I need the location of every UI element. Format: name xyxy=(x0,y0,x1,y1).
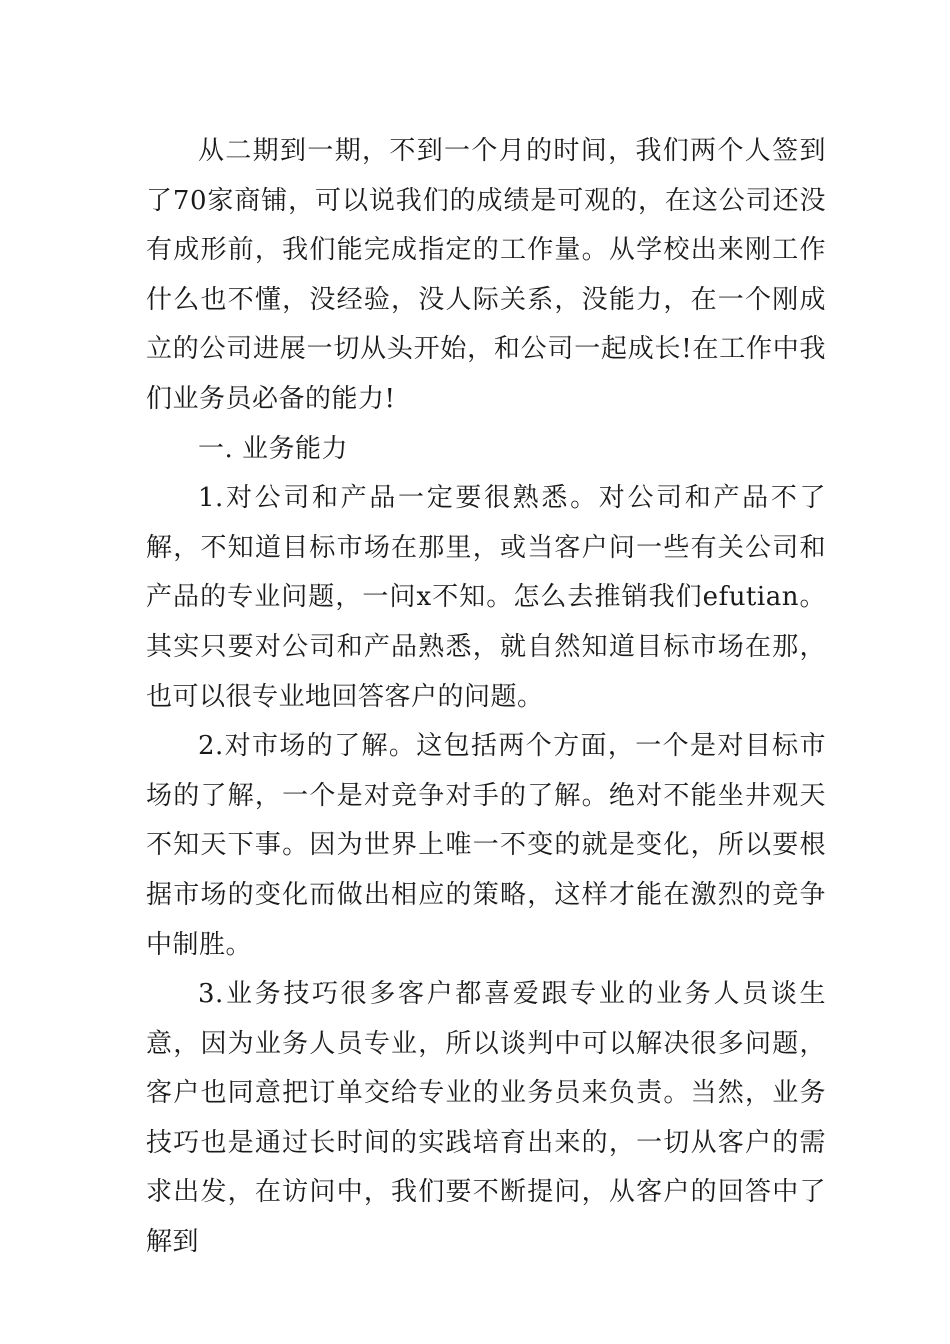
paragraph-point-1: 1.对公司和产品一定要很熟悉。对公司和产品不了解，不知道目标市场在那里，或当客户问一些有关公司和产品的专业问题，一问x不知。怎么去推销我们efutian。其实只要对公司和产品熟悉，就自然知道目标市场在那，也可以很专业地回答客户的问题。 xyxy=(146,483,826,712)
paragraph-point-3: 3.业务技巧很多客户都喜爱跟专业的业务人员谈生意，因为业务人员专业，所以谈判中可以解决很多问题，客户也同意把订单交给专业的业务员来负责。当然，业务技巧也是通过长时间的实践培育出来的，一切从客户的需求出发，在访问中，我们要不断提问，从客户的回答中了解到 xyxy=(146,979,826,1258)
document-body xyxy=(146,127,826,1268)
paragraph-point-2: 2.对市场的了解。这包括两个方面，一个是对目标市场的了解，一个是对竞争对手的了解。绝对不能坐井观天不知天下事。因为世界上唯一不变的就是变化，所以要根据市场的变化而做出相应的策略，这样才能在激烈的竞争中制胜。 xyxy=(146,731,826,960)
paragraph-intro: 从二期到一期，不到一个月的时间，我们两个人签到了70家商铺，可以说我们的成绩是可观的，在这公司还没有成形前，我们能完成指定的工作量。从学校出来刚工作什么也不懂，没经验，没人际关系，没能力，在一个刚成立的公司进展一切从头开始，和公司一起成长!在工作中我们业务员必备的能力! xyxy=(146,136,826,414)
section-heading-business-ability: 一. 业务能力 xyxy=(198,433,349,464)
